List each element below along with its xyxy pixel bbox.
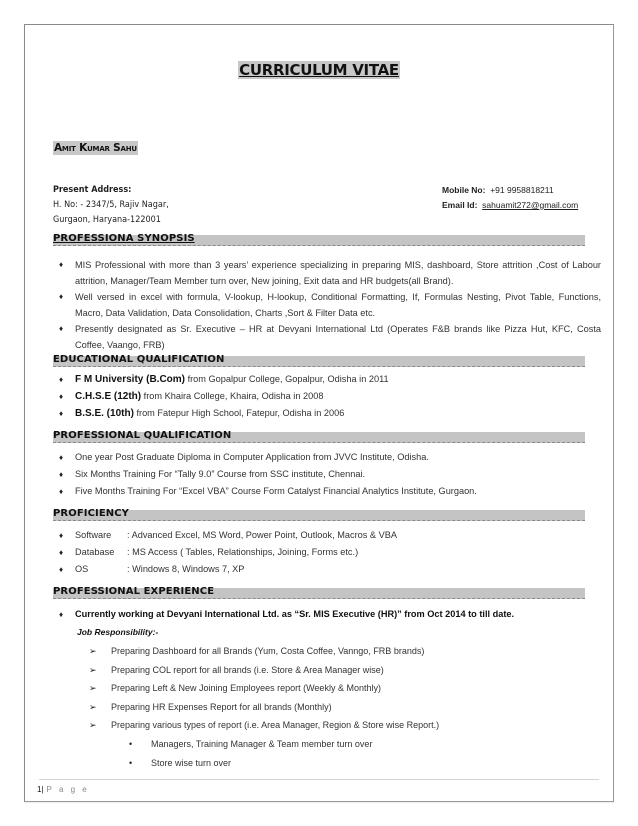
list-item: ♦ Database : MS Access ( Tables, Relationships, Joining, Forms etc.) bbox=[53, 544, 601, 561]
list-item: ♦ F M University (B.Com) from Gopalpur College, Gopalpur, Odisha in 2011 bbox=[53, 371, 601, 388]
list-item: ♦ Well versed in excel with formula, V-lookup, H-lookup, Conditional Formatting, If, Formulas Nesting, Pivot Table, Functions, Macro, Data Validation, Data Consolidation, Charts ,Sort & Filter Data etc. bbox=[53, 289, 601, 321]
diamond-bullet-icon: ♦ bbox=[59, 610, 64, 619]
email-link[interactable]: sahuamit272@gmail.com bbox=[482, 200, 579, 210]
arrow-bullet-icon: ➢ bbox=[89, 646, 97, 656]
list-item: ♦ Five Months Training For “Excel VBA” Course Form Catalyst Financial Analytics Institute, Gurgaon. bbox=[53, 483, 601, 500]
address-line-1: H. No: - 2347/5, Rajiv Nagar, bbox=[53, 200, 169, 210]
email-row bbox=[442, 198, 578, 213]
arrow-bullet-icon: ➢ bbox=[89, 701, 97, 712]
section-heading-experience: PROFESSIONAL EXPERIENCE bbox=[53, 588, 585, 599]
footer-divider bbox=[39, 779, 599, 780]
diamond-bullet-icon: ♦ bbox=[59, 292, 64, 301]
list-item: ➢ Preparing COL report for all brands (i.e. Store & Area Manager wise) bbox=[89, 661, 569, 680]
page-number: 1 bbox=[37, 785, 42, 794]
arrow-bullet-icon: ➢ bbox=[89, 664, 97, 675]
document-title: CURRICULUM VITAE bbox=[239, 61, 399, 79]
address-label: Present Address: bbox=[53, 185, 132, 195]
experience-list bbox=[53, 606, 601, 623]
email-label: Email Id: bbox=[442, 200, 478, 210]
mobile-label: Mobile No: bbox=[442, 185, 486, 195]
list-item: ♦ Currently working at Devyani International Ltd. as “Sr. MIS Executive (HR)” from Oct 2014 to till date. bbox=[53, 606, 601, 623]
list-item: • Managers, Training Manager & Team member turn over bbox=[129, 735, 529, 754]
arrow-bullet-icon: ➢ bbox=[89, 720, 97, 730]
resume-page bbox=[24, 24, 614, 802]
diamond-bullet-icon: ♦ bbox=[59, 548, 64, 557]
professional-qualification-list bbox=[53, 449, 601, 500]
address-block bbox=[53, 183, 169, 228]
proficiency-list bbox=[53, 527, 601, 578]
list-item: ♦ Presently designated as Sr. Executive – HR at Devyani International Ltd (Operates F&B brands like Pizza Hut, KFC, Costa Coffee, Vaango, FRB) bbox=[53, 321, 601, 353]
list-item: ♦ B.S.E. (10th) from Fatepur High School, Fatepur, Odisha in 2006 bbox=[53, 405, 601, 422]
diamond-bullet-icon: ♦ bbox=[59, 565, 64, 574]
list-item: ➢ Preparing various types of report (i.e. Area Manager, Region & Store wise Report.) bbox=[89, 716, 569, 735]
list-item: ♦ OS : Windows 8, Windows 7, XP bbox=[53, 561, 601, 578]
job-responsibility-label: Job Responsibility:- bbox=[77, 627, 159, 637]
page-footer bbox=[37, 785, 89, 794]
list-item: ➢ Preparing Dashboard for all Brands (Yum, Costa Coffee, Vanngo, FRB brands) bbox=[89, 642, 569, 661]
section-heading-professional-qualification: PROFESSIONAL QUALIFICATION bbox=[53, 432, 585, 443]
list-item: • Store wise turn over bbox=[129, 754, 529, 773]
list-item: ➢ Preparing HR Expenses Report for all brands (Monthly) bbox=[89, 698, 569, 717]
dot-bullet-icon: • bbox=[129, 739, 133, 749]
diamond-bullet-icon: ♦ bbox=[59, 375, 64, 384]
diamond-bullet-icon: ♦ bbox=[59, 392, 64, 401]
diamond-bullet-icon: ♦ bbox=[59, 470, 64, 479]
list-item: ♦ Software : Advanced Excel, MS Word, Power Point, Outlook, Macros & VBA bbox=[53, 527, 601, 544]
section-heading-education: EDUCATIONAL QUALIFICATION bbox=[53, 356, 585, 367]
candidate-name: Amit Kumar Sahu bbox=[54, 142, 137, 154]
report-sub-list bbox=[129, 735, 529, 772]
diamond-bullet-icon: ♦ bbox=[59, 260, 64, 269]
section-heading-proficiency: PROFICIENCY bbox=[53, 510, 585, 521]
arrow-bullet-icon: ➢ bbox=[89, 683, 97, 693]
diamond-bullet-icon: ♦ bbox=[59, 487, 64, 496]
responsibility-list bbox=[89, 642, 569, 735]
footer-separator: | bbox=[41, 785, 44, 794]
diamond-bullet-icon: ♦ bbox=[59, 453, 64, 462]
page-label: P a g e bbox=[46, 785, 90, 794]
list-item: ♦ Six Months Training For “Tally 9.0” Course from SSC institute, Chennai. bbox=[53, 466, 601, 483]
address-line-2: Gurgaon, Haryana-122001 bbox=[53, 215, 161, 225]
mobile-row bbox=[442, 183, 578, 198]
list-item: ♦ One year Post Graduate Diploma in Computer Application from JVVC Institute, Odisha. bbox=[53, 449, 601, 466]
list-item: ♦ MIS Professional with more than 3 years’ experience specializing in preparing MIS, dashboard, Store attrition ,Cost of Labour attrition, Manager/Team Member turn over, New joining, Exit data and HR budgets(all Brand). bbox=[53, 257, 601, 289]
list-item: ♦ C.H.S.E (12th) from Khaira College, Khaira, Odisha in 2008 bbox=[53, 388, 601, 405]
diamond-bullet-icon: ♦ bbox=[59, 531, 64, 540]
diamond-bullet-icon: ♦ bbox=[59, 409, 64, 418]
mobile-value: +91 9958818211 bbox=[490, 185, 554, 195]
dot-bullet-icon: • bbox=[129, 757, 133, 768]
section-heading-synopsis: PROFESSIONA SYNOPSIS bbox=[53, 235, 585, 246]
diamond-bullet-icon: ♦ bbox=[59, 324, 64, 333]
contact-block bbox=[442, 183, 578, 213]
synopsis-list bbox=[53, 257, 601, 353]
education-list bbox=[53, 371, 601, 422]
list-item: ➢ Preparing Left & New Joining Employees report (Weekly & Monthly) bbox=[89, 679, 569, 698]
